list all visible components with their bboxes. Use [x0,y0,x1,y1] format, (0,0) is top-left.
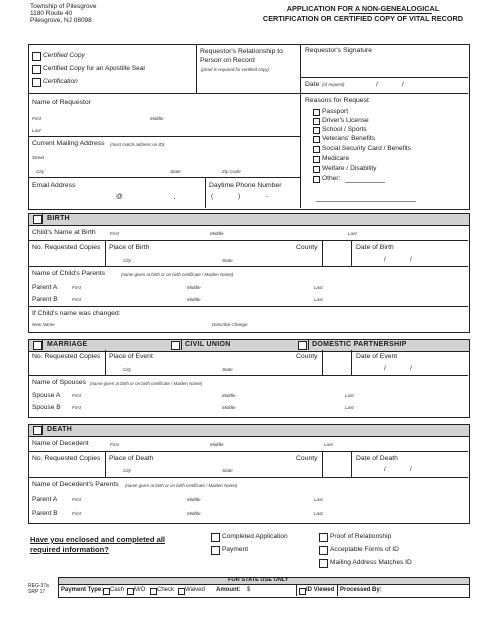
reason-other-label: Other: [322,175,341,182]
street-label: Street [32,155,45,160]
dod-sep-2: / [410,466,412,473]
child-middle-label: Middle [210,231,224,236]
spouse-b-middle: Middle [222,405,236,410]
reason-medicare-label: Medicare [322,155,350,162]
reason-passport-checkbox[interactable] [313,109,320,116]
phone-input[interactable] [209,190,297,206]
form-title-line1: APPLICATION FOR A NON-GENEALOGICAL [286,4,440,13]
decedent-parent-a-label: Parent A [32,496,58,503]
birth-checkbox[interactable] [33,215,42,224]
spouses-note: (name given at birth or on birth certificate / Maiden Name) [90,381,203,386]
death-city-label: City [123,468,131,473]
township-street: 1180 Route 40 [30,10,73,17]
decedent-parents-label: Name of Decedent's Parents [32,481,119,488]
signature-label: Requestor's Signature [305,47,373,54]
birth-city-label: City [123,258,131,263]
decedent-parent-a-middle: Middle [187,497,201,502]
relationship-label-1: Requestor's Relationship to [200,48,283,55]
new-name-label: New Name [32,322,55,327]
proof-relationship-checkbox[interactable] [319,533,328,542]
email-at-sign: @ [116,193,123,200]
death-state-label: State [222,468,233,473]
relationship-note: (proof is required for certified copy) [201,67,270,72]
child-parents-note: (name given at birth or on birth certificate / Maiden Name) [121,272,234,277]
apostille-copy-checkbox[interactable] [32,65,41,74]
phone-paren-close: ) [238,193,241,200]
cash-label: Cash [110,587,125,593]
date-label: Date [305,81,320,88]
decedent-parent-a-first: First [72,497,81,502]
mailing-address-input[interactable] [46,150,296,176]
child-first-label: First [110,231,119,236]
form-id-2: SRP 17 [28,589,46,595]
decedent-middle: Middle [210,442,224,447]
decedent-name-input[interactable] [108,437,464,449]
relationship-input[interactable] [200,75,296,91]
decedent-parents-note: (name given at birth or on birth certificate / Maiden Name) [125,483,238,488]
date-of-event-label: Date of Event [356,353,398,360]
reason-other-input[interactable] [316,201,416,202]
dob-sep-2: / [410,256,412,263]
acceptable-id-label: Acceptable Forms of ID [330,546,399,553]
township-name: Township of Pilesgrove [30,3,97,10]
amount-label: Amount: [216,587,241,593]
spouse-b-last: Last [345,405,354,410]
reason-drivers-license-label: Driver's License [322,117,369,124]
email-input[interactable] [32,190,202,206]
decedent-parent-a-last: Last [314,497,323,502]
birth-county-label: County [296,244,318,251]
death-county-label: County [296,455,318,462]
mailing-address-label: Current Mailing Address [32,140,105,147]
reason-veterans-checkbox[interactable] [313,136,320,143]
reason-social-security-label: Social Security Card / Benefits [322,145,412,152]
death-copies-label: No. Requested Copies [32,455,101,462]
payment-type-label: Payment Type: [61,587,104,593]
place-of-event-label: Place of Event [109,353,153,360]
state-use-label: FOR STATE USE ONLY [228,577,289,583]
place-of-birth-label: Place of Birth [109,244,150,251]
city-label: City [36,169,44,174]
decedent-last: Last [324,442,333,447]
relationship-label-2: Person on Record [200,57,255,64]
completed-application-checkbox[interactable] [211,533,220,542]
event-state-label: State [222,367,233,372]
requestor-name-input[interactable] [46,108,296,132]
name-changed-label: If Child's name was changed: [32,310,121,317]
reason-social-security-checkbox[interactable] [313,146,320,153]
marriage-checkbox[interactable] [33,341,42,350]
birth-state-label: State [222,258,233,263]
state-label: State [170,169,181,174]
birth-band [28,213,470,226]
domestic-partnership-checkbox[interactable] [298,341,307,350]
decedent-parent-b-label: Parent B [32,510,58,517]
certification-checkbox[interactable] [32,78,41,87]
death-band [28,424,470,437]
date-of-birth-label: Date of Birth [356,244,394,251]
marriage-band-label: MARRIAGE [47,341,88,348]
death-checkbox[interactable] [33,426,42,435]
parent-a-label: Parent A [32,284,58,291]
parent-b-label: Parent B [32,296,58,303]
proof-relationship-label: Proof of Relationship [330,533,392,540]
certification-label: Certification [43,78,78,85]
marriage-copies-label: No. Requested Copies [32,353,101,360]
reason-school-checkbox[interactable] [313,127,320,134]
spouse-a-first: First [72,393,81,398]
phone-label: Daytime Phone Number [209,182,282,189]
child-last-label: Last [348,231,357,236]
certified-copy-label: Certified Copy [43,52,85,59]
death-band-label: DEATH [47,426,73,433]
reason-passport-label: Passport [322,108,349,115]
civil-union-checkbox[interactable] [171,341,180,350]
amount-dollar: $ [247,587,251,593]
date-of-death-label: Date of Death [356,455,398,462]
waived-label: Waived [185,587,205,593]
decedent-parent-b-first: First [72,511,81,516]
township-city: Pilesgrove, NJ 08098 [30,17,92,24]
reasons-label: Reasons for Request [305,97,369,104]
reason-drivers-license-checkbox[interactable] [313,118,320,125]
requestor-last-label: Last [32,128,41,133]
payment-label: Payment [222,546,249,553]
doe-sep-2: / [410,365,412,372]
waived-checkbox[interactable] [178,588,185,595]
signature-field[interactable] [304,56,464,76]
money-order-checkbox[interactable] [127,588,134,595]
birth-copies-label: No. Requested Copies [32,244,101,251]
event-city-label: City [123,367,131,372]
birth-band-label: BIRTH [47,215,70,222]
address-match-label: Mailing Address Matches ID [330,559,412,566]
date-sep-1: / [376,81,378,88]
email-label: Email Address [32,182,76,189]
payment-checkbox[interactable] [211,546,220,555]
spouse-a-label: Spouse A [32,392,61,399]
id-viewed-label: ID Viewed [306,587,335,593]
checklist-question-line2: required information? [30,545,109,554]
parent-b-middle: Middle [187,297,201,302]
decedent-first: First [110,442,119,447]
decedent-parent-b-middle: Middle [187,511,201,516]
parent-b-first: First [72,297,81,302]
mailing-address-note: (must match address on ID) [110,142,165,147]
reason-medicare-checkbox[interactable] [313,156,320,163]
spouses-label: Name of Spouses [32,379,87,386]
check-label: Check [157,587,175,593]
reason-welfare-checkbox[interactable] [313,166,320,173]
money-order-label: M/O [134,587,146,593]
reason-school-label: School / Sports [322,126,367,133]
spouse-b-label: Spouse B [32,404,61,411]
domestic-partnership-band-label: DOMESTIC PARTNERSHIP [312,341,407,348]
completed-application-label: Completed Application [222,533,288,540]
place-of-death-label: Place of Death [109,455,154,462]
apostille-copy-label: Certified Copy for an Apostille Seal [43,65,145,72]
decedent-parent-b-last: Last [314,511,323,516]
check-checkbox[interactable] [150,588,157,595]
parent-b-last: Last [314,297,323,302]
spouse-a-middle: Middle [222,393,236,398]
cash-checkbox[interactable] [103,588,110,595]
spouse-b-first: First [72,405,81,410]
zip-label: Zip Code [222,169,241,174]
describe-change-label: Describe Change [212,322,248,327]
spouse-a-last: Last [345,393,354,398]
checklist-question-line1: Have you enclosed and completed all [30,535,166,544]
processed-by-label: Processed By: [340,587,382,593]
date-note: (of request) [322,82,345,87]
form-id-1: REG-37a [28,583,49,589]
address-match-checkbox[interactable] [319,559,328,568]
civil-union-band-label: CIVIL UNION [185,341,231,348]
requestor-middle-label: Middle [150,116,164,121]
decedent-name-label: Name of Decedent [32,440,89,447]
form-title-line2: CERTIFICATION OR CERTIFIED COPY OF VITAL RECORD [262,14,464,23]
marriage-county-label: County [296,353,318,360]
dob-sep-1: / [384,256,386,263]
parent-a-first: First [72,285,81,290]
requestor-first-label: First [32,116,41,121]
acceptable-id-checkbox[interactable] [319,546,328,555]
child-name-input[interactable] [108,226,464,238]
parent-a-last: Last [314,285,323,290]
id-viewed-checkbox[interactable] [299,588,306,595]
phone-dash: - [266,193,269,200]
child-parents-label: Name of Child's Parents [32,270,106,277]
title-underline [349,13,432,14]
reason-welfare-label: Welfare / Disability [322,165,377,172]
reason-other-checkbox[interactable] [313,176,320,183]
doe-sep-1: / [384,365,386,372]
requestor-name-label: Name of Requestor [32,99,91,106]
dod-sep-1: / [384,466,386,473]
certified-copy-checkbox[interactable] [32,52,41,61]
phone-paren-open: ( [211,193,214,200]
date-sep-2: / [402,81,404,88]
parent-a-middle: Middle [187,285,201,290]
child-name-label: Child's Name at Birth [32,229,96,236]
reason-veterans-label: Veterans' Benefits [322,135,375,142]
